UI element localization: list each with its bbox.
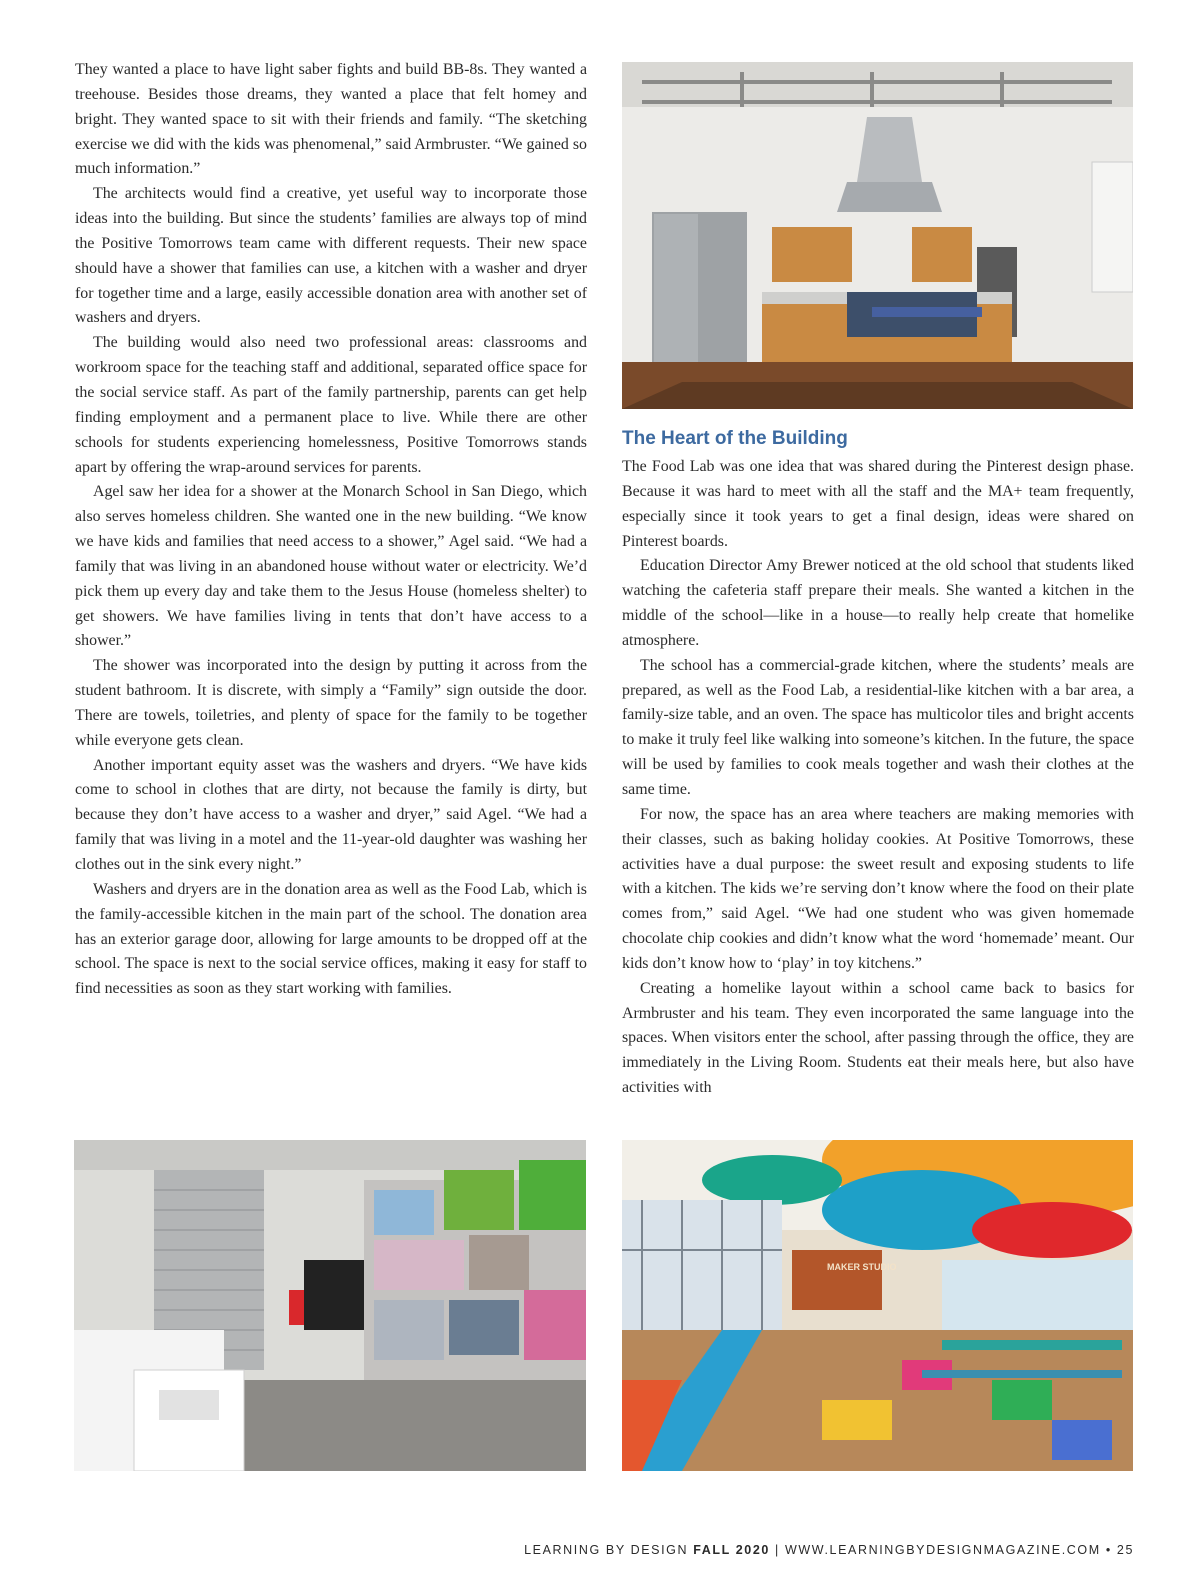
- footer-separator: |: [775, 1543, 780, 1557]
- paragraph: The architects would find a creative, yet useful way to incorporate those ideas into the building. But since the students’ families are always top of mind the Positive Tomorrows team came with different requests. Their new space should have a shower that families can use, a kitchen with a washer and dryer for together time and a large, easily accessible donation area with another set of washers and dryers.: [75, 185, 587, 327]
- paragraph: The school has a commercial-grade kitchen, where the students’ meals are prepared, as well as the Food Lab, a residential-like kitchen with a bar area, a family-size table, and an oven. The space has multicolor tiles and bright accents to make it truly feel like walking into someone’s kitchen. In the future, the space will be used by families to cook meals together and wash their clothes at the same time.: [622, 656, 1134, 798]
- magazine-name: LEARNING BY DESIGN: [524, 1543, 689, 1557]
- paragraph: Washers and dryers are in the donation area as well as the Food Lab, which is the family-accessible kitchen in the main part of the school. The donation area has an exterior garage door, allowing for large amounts to be dropped off at the school. The space is next to the social service offices, making it easy for staff to find necessities as soon as they start working with families.: [75, 880, 587, 998]
- donation-area-photo: [74, 1140, 586, 1471]
- right-text-column: [622, 455, 1134, 1101]
- living-room-photo: [622, 1140, 1133, 1471]
- maker-studio-sign: MAKER STUDIO: [827, 1262, 897, 1272]
- magazine-url: WWW.LEARNINGBYDESIGNMAGAZINE.COM: [784, 1543, 1101, 1557]
- footer-bullet: •: [1105, 1543, 1112, 1557]
- left-text-column: [75, 58, 587, 1002]
- section-heading: The Heart of the Building: [622, 428, 848, 449]
- paragraph: They wanted a place to have light saber fights and build BB-8s. They wanted a treehouse. Besides those dreams, they wanted a place that felt homey and bright. They wanted space to sit with their friends and family. “The sketching exercise we did with the kids was phenomenal,” said Armbruster. “We gained so much information.”: [75, 61, 587, 178]
- paragraph: For now, the space has an area where teachers are making memories with their classes, such as baking holiday cookies. At Positive Tomorrows, these activities have a dual purpose: the sweet result and exposing students to life with a kitchen. The kids we’re serving don’t know where the food on their plate comes from,” said Agel. “We had one student who was given homemade chocolate chip cookies and didn’t know what the word ‘homemade’ meant. Our kids don’t know how to ‘play’ in toy kitchens.”: [622, 805, 1134, 972]
- paragraph: Creating a homelike layout within a school came back to basics for Armbruster and his team. They even incorporated the same language into the spaces. When visitors enter the school, after passing through the office, they are immediately in the Living Room. Students eat their meals here, but also have activities with: [622, 979, 1134, 1097]
- issue-label: FALL 2020: [693, 1543, 770, 1557]
- paragraph: Agel saw her idea for a shower at the Monarch School in San Diego, which also serves homeless children. She wanted one in the new building. “We know we have kids and families that need access to a shower,” Agel said. “We had a family that was living in an abandoned house without water or electricity. We’d pick them up every day and take them to the Jesus House (homeless shelter) to get showers. We have families living in tents that don’t have access to a shower.”: [75, 483, 587, 650]
- page-number: 25: [1116, 1543, 1134, 1557]
- food-lab-kitchen-photo: [622, 62, 1133, 409]
- paragraph: Another important equity asset was the washers and dryers. “We have kids come to school in clothes that are dirty, not because the family is dirty, but because they don’t have access to a washer and dryer,” said Agel. “We had a family that was living in a motel and the 11-year-old daughter was washing her clothes out in the sink every night.”: [75, 756, 587, 873]
- paragraph: The Food Lab was one idea that was shared during the Pinterest design phase. Because it was hard to meet with all the staff and the MA+ team frequently, especially since it took years to get a final design, ideas were shared on Pinterest boards.: [622, 458, 1134, 550]
- paragraph: Education Director Amy Brewer noticed at the old school that students liked watching the cafeteria staff prepare their meals. She wanted a kitchen in the middle of the school—like in a house—to really help create that homelike atmosphere.: [622, 557, 1134, 649]
- paragraph: The shower was incorporated into the design by putting it across from the student bathroom. It is discrete, with simply a “Family” sign outside the door. There are towels, toiletries, and plenty of space for the family to be together while everyone gets clean.: [75, 657, 587, 749]
- paragraph: The building would also need two professional areas: classrooms and workroom space for the teaching staff and additional, separated office space for the social service staff. As part of the family partnership, parents can get help finding employment and a permanent place to live. While there are other schools for students experiencing homelessness, Positive Tomorrows stands apart by offering the wrap-around services for parents.: [75, 334, 587, 476]
- page-footer: [524, 1543, 1134, 1557]
